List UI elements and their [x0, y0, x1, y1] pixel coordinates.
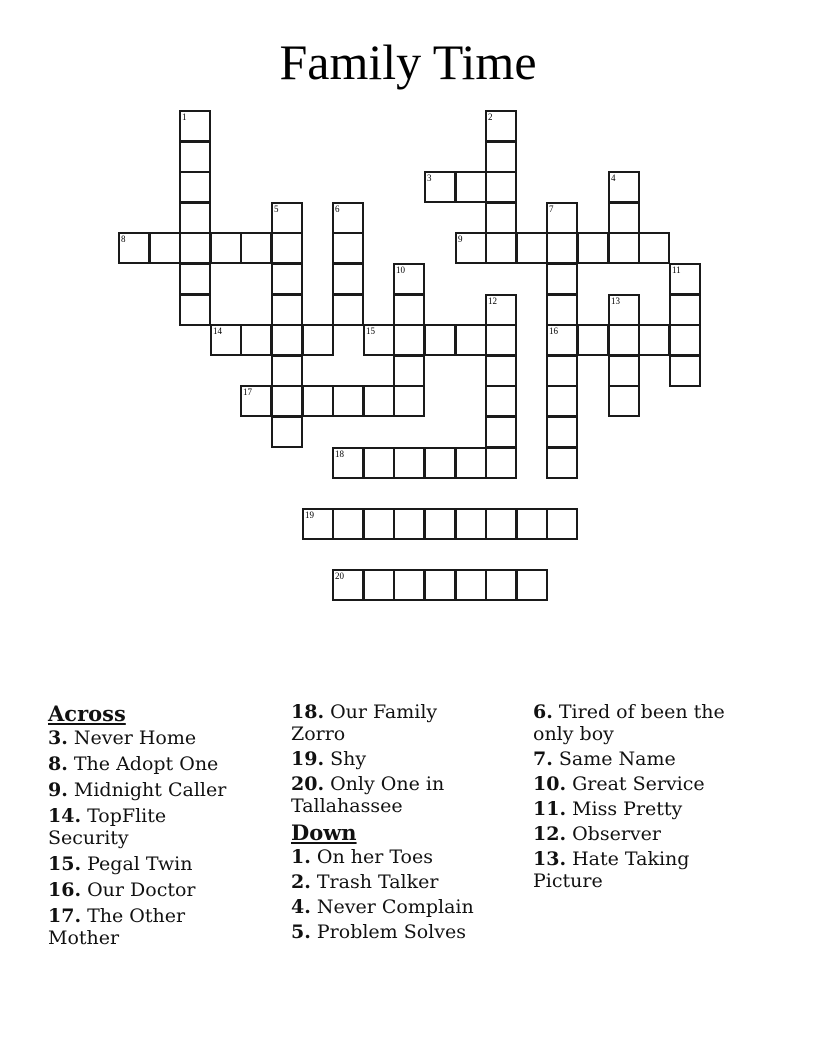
grid-cell[interactable]: [546, 416, 578, 448]
grid-cell[interactable]: [455, 508, 487, 540]
clue-down-13: 13. Hate Taking Picture: [533, 848, 690, 892]
clue-number: 2: [488, 112, 493, 122]
grid-cell[interactable]: [393, 385, 425, 417]
clues-column-3: [533, 701, 773, 895]
grid-cell[interactable]: [240, 324, 272, 356]
clue-down-10: 10. Great Service: [533, 773, 705, 795]
grid-cell[interactable]: [546, 355, 578, 387]
grid-cell[interactable]: [516, 569, 548, 601]
grid-cell[interactable]: [393, 569, 425, 601]
grid-cell[interactable]: [424, 171, 456, 203]
grid-cell[interactable]: [455, 171, 487, 203]
grid-cell[interactable]: [332, 569, 364, 601]
clue-number: 14: [213, 326, 222, 336]
grid-cell[interactable]: [485, 110, 517, 142]
clues-column-2: [291, 701, 523, 946]
clue-number: 17: [243, 387, 252, 397]
clue-down-4: 4. Never Complain: [291, 896, 474, 918]
clue-number: 13: [611, 296, 620, 306]
clue-down-6: 6. Tired of been the only boy: [533, 701, 725, 745]
clue-number: 1: [182, 112, 187, 122]
grid-cell[interactable]: [271, 294, 303, 326]
grid-cell[interactable]: [638, 232, 670, 264]
puzzle-title: Family Time: [279, 34, 537, 90]
grid-cell[interactable]: [608, 232, 640, 264]
grid-cell[interactable]: [608, 324, 640, 356]
grid-cell[interactable]: [332, 263, 364, 295]
grid-cell[interactable]: [363, 385, 395, 417]
grid-cell[interactable]: [455, 569, 487, 601]
grid-cell[interactable]: [546, 263, 578, 295]
grid-cell[interactable]: [179, 202, 211, 234]
clue-across-16: 16. Our Doctor: [48, 879, 196, 901]
grid-cell[interactable]: [240, 232, 272, 264]
grid-cell[interactable]: [393, 324, 425, 356]
grid-cell[interactable]: [393, 263, 425, 295]
grid-cell[interactable]: [271, 263, 303, 295]
grid-cell[interactable]: [485, 416, 517, 448]
clue-across-8: 8. The Adopt One: [48, 753, 219, 775]
grid-cell[interactable]: [455, 324, 487, 356]
grid-cell[interactable]: [363, 508, 395, 540]
grid-cell[interactable]: [608, 202, 640, 234]
grid-cell[interactable]: [302, 324, 334, 356]
grid-cell[interactable]: [424, 447, 456, 479]
grid-cell[interactable]: [485, 508, 517, 540]
clue-down-5: 5. Problem Solves: [291, 921, 466, 943]
grid-cell[interactable]: [546, 508, 578, 540]
clue-number: 20: [335, 571, 344, 581]
grid-cell[interactable]: [577, 324, 609, 356]
grid-cell[interactable]: [608, 385, 640, 417]
clue-down-12: 12. Observer: [533, 823, 661, 845]
down-heading: Down: [291, 820, 357, 845]
grid-cell[interactable]: [516, 508, 548, 540]
grid-cell[interactable]: [332, 447, 364, 479]
grid-cell[interactable]: [332, 508, 364, 540]
grid-cell[interactable]: [546, 202, 578, 234]
grid-cell[interactable]: [669, 355, 701, 387]
grid-cell[interactable]: [669, 294, 701, 326]
grid-cell[interactable]: [608, 294, 640, 326]
grid-cell[interactable]: [363, 324, 395, 356]
grid-cell[interactable]: [485, 232, 517, 264]
grid-cell[interactable]: [546, 232, 578, 264]
grid-cell[interactable]: [302, 385, 334, 417]
clue-number: 9: [458, 234, 463, 244]
grid-cell[interactable]: [240, 385, 272, 417]
clue-down-11: 11. Miss Pretty: [533, 798, 683, 820]
clue-number: 16: [549, 326, 558, 336]
clue-number: 4: [611, 173, 616, 183]
grid-cell[interactable]: [271, 202, 303, 234]
grid-cell[interactable]: [149, 232, 181, 264]
grid-cell[interactable]: [393, 508, 425, 540]
clue-number: 10: [396, 265, 405, 275]
clue-number: 6: [335, 204, 340, 214]
grid-cell[interactable]: [302, 508, 334, 540]
grid-cell[interactable]: [393, 294, 425, 326]
clue-number: 11: [672, 265, 681, 275]
grid-cell[interactable]: [546, 324, 578, 356]
grid-cell[interactable]: [424, 324, 456, 356]
grid-cell[interactable]: [455, 232, 487, 264]
grid-cell[interactable]: [546, 294, 578, 326]
clue-number: 5: [274, 204, 279, 214]
clue-across-18: 18. Our Family Zorro: [291, 701, 438, 745]
grid-cell[interactable]: [669, 324, 701, 356]
clue-number: 15: [366, 326, 375, 336]
clue-across-9: 9. Midnight Caller: [48, 779, 227, 801]
grid-cell[interactable]: [332, 202, 364, 234]
grid-cell[interactable]: [271, 416, 303, 448]
clue-number: 7: [549, 204, 554, 214]
grid-cell[interactable]: [271, 232, 303, 264]
grid-cell[interactable]: [577, 232, 609, 264]
grid-cell[interactable]: [210, 324, 242, 356]
grid-cell[interactable]: [516, 232, 548, 264]
grid-cell[interactable]: [179, 141, 211, 173]
grid-cell[interactable]: [179, 110, 211, 142]
grid-cell[interactable]: [485, 141, 517, 173]
clue-across-20: 20. Only One in Tallahassee: [291, 773, 445, 817]
grid-cell[interactable]: [485, 171, 517, 203]
clue-across-3: 3. Never Home: [48, 727, 197, 749]
grid-cell[interactable]: [485, 324, 517, 356]
clue-number: 19: [305, 510, 314, 520]
grid-cell[interactable]: [669, 263, 701, 295]
clue-number: 8: [121, 234, 126, 244]
grid-cell[interactable]: [608, 171, 640, 203]
clues-column-1: [48, 701, 280, 953]
clue-down-7: 7. Same Name: [533, 748, 676, 770]
clue-number: 3: [427, 173, 432, 183]
grid-cell[interactable]: [332, 385, 364, 417]
grid-cell[interactable]: [485, 355, 517, 387]
grid-cell[interactable]: [363, 447, 395, 479]
clue-across-15: 15. Pegal Twin: [48, 853, 193, 875]
grid-cell[interactable]: [424, 508, 456, 540]
clue-across-17: 17. The Other Mother: [48, 905, 186, 949]
clue-down-1: 1. On her Toes: [291, 846, 433, 868]
grid-cell[interactable]: [424, 569, 456, 601]
grid-cell[interactable]: [179, 232, 211, 264]
grid-cell[interactable]: [393, 355, 425, 387]
grid-cell[interactable]: [485, 569, 517, 601]
grid-cell[interactable]: [179, 294, 211, 326]
clue-across-19: 19. Shy: [291, 748, 367, 770]
grid-cell[interactable]: [332, 232, 364, 264]
grid-cell[interactable]: [332, 294, 364, 326]
grid-cell[interactable]: [393, 447, 425, 479]
across-heading: Across: [48, 701, 126, 726]
clue-across-14: 14. TopFlite Security: [48, 805, 167, 849]
grid-cell[interactable]: [485, 202, 517, 234]
clue-number: 18: [335, 449, 344, 459]
grid-cell[interactable]: [210, 232, 242, 264]
grid-cell[interactable]: [546, 447, 578, 479]
clue-number: 12: [488, 296, 497, 306]
grid-cell[interactable]: [485, 447, 517, 479]
grid-cell[interactable]: [271, 355, 303, 387]
grid-cell[interactable]: [455, 447, 487, 479]
grid-cell[interactable]: [271, 385, 303, 417]
grid-cell[interactable]: [546, 385, 578, 417]
grid-cell[interactable]: [271, 324, 303, 356]
clue-down-2: 2. Trash Talker: [291, 871, 439, 893]
grid-cell[interactable]: [363, 569, 395, 601]
grid-cell[interactable]: [485, 294, 517, 326]
grid-cell[interactable]: [485, 385, 517, 417]
grid-cell[interactable]: [179, 263, 211, 295]
grid-cell[interactable]: [179, 171, 211, 203]
grid-cell[interactable]: [638, 324, 670, 356]
grid-cell[interactable]: [608, 355, 640, 387]
grid-cell[interactable]: [118, 232, 150, 264]
